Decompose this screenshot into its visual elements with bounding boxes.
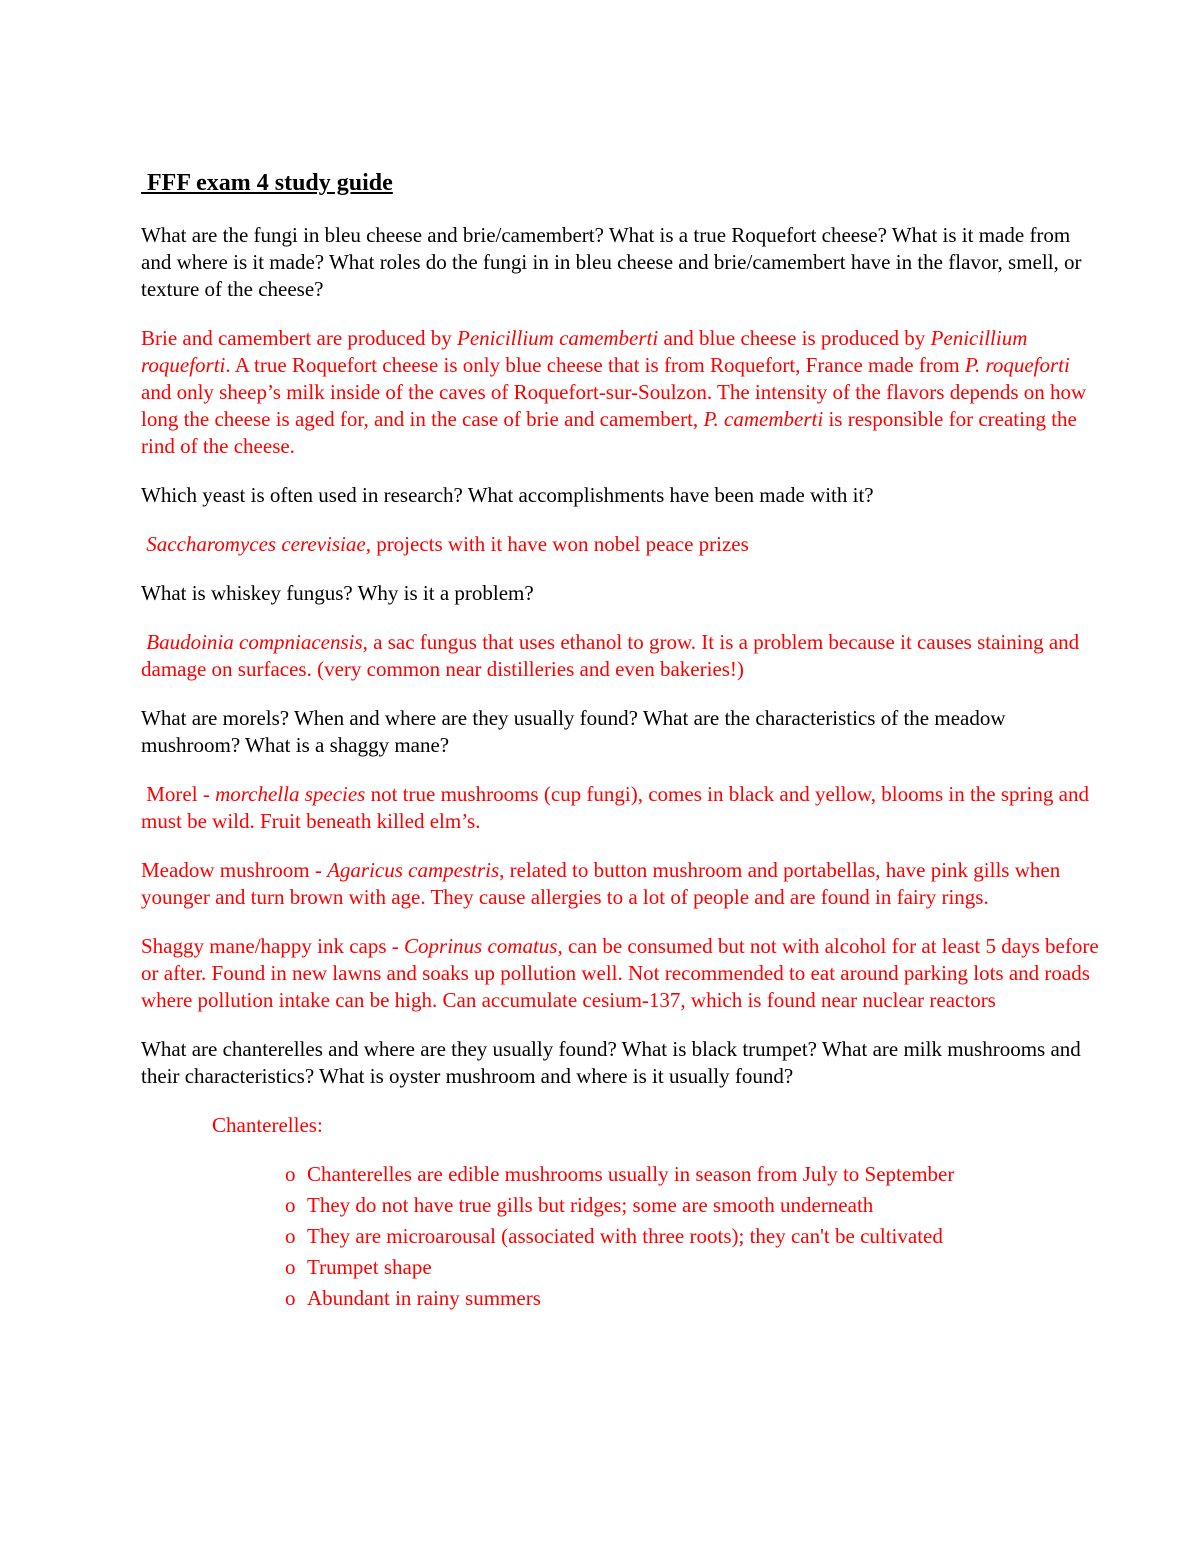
list-item: o They do not have true gills but ridges; some are smooth underneath [285,1193,874,1217]
list-item: o Abundant in rainy summers [285,1286,541,1310]
answer-cheese: Brie and camembert are produced by Penicillium camemberti and blue cheese is produced by Penicillium roqueforti. A true Roquefort cheese is only blue cheese that is from Roquefort, France made from P. roqueforti and only sheep’s milk inside of the caves of Roquefort-sur-Soulzon. The intensity of the flavors depends on how long the cheese is aged for, and in the case of brie and camembert, P. camemberti is responsible for creating the rind of the cheese. [141,326,1087,458]
bullet-circle-icon: o [285,1193,296,1217]
bullet-circle-icon: o [285,1224,296,1248]
bullet-circle-icon: o [285,1255,296,1279]
question-whiskey-fungus: What is whiskey fungus? Why is it a problem? [141,581,534,605]
list-item: o Trumpet shape [285,1255,432,1279]
answer-shaggy-mane: Shaggy mane/happy ink caps - Coprinus comatus, can be consumed but not with alcohol for at least 5 days before or after. Found in new lawns and soaks up pollution well. Not recommended to eat around parking lots and roads where pollution intake can be high. Can accumulate cesium-137, which is found near nuclear reactors [141,934,1099,1012]
list-item: o Chanterelles are edible mushrooms usually in season from July to September [285,1162,955,1186]
question-yeast: Which yeast is often used in research? What accomplishments have been made with it? [141,483,874,507]
bullet-circle-icon: o [285,1162,296,1186]
answer-whiskey-fungus: Baudoinia compniacensis, a sac fungus that uses ethanol to grow. It is a problem because it causes staining and damage on surfaces. (very common near distilleries and even bakeries!) [141,630,1080,681]
answer-meadow-mushroom: Meadow mushroom - Agaricus campestris, related to button mushroom and portabellas, have pink gills when younger and turn brown with age. They cause allergies to a lot of people and are found in fairy rings. [141,858,1061,909]
chanterelles-list [141,1161,1101,1312]
document-body [141,168,1101,1316]
question-cheese: What are the fungi in bleu cheese and brie/camembert? What is a true Roquefort cheese? What is it made from and where is it made? What roles do the fungi in in bleu cheese and brie/camembert have in the flavor, smell, or texture of the cheese? [141,223,1082,301]
page-title: FFF exam 4 study guide [141,170,393,196]
bullet-circle-icon: o [285,1286,296,1310]
answer-yeast: Saccharomyces cerevisiae, projects with it have won nobel peace prizes [146,532,749,556]
answer-morel: Morel - morchella species not true mushrooms (cup fungi), comes in black and yellow, blooms in the spring and must be wild. Fruit beneath killed elm’s. [141,782,1089,833]
question-chanterelles: What are chanterelles and where are they usually found? What is black trumpet? What are milk mushrooms and their characteristics? What is oyster mushroom and where is it usually found? [141,1037,1081,1088]
chanterelles-heading: Chanterelles: [212,1113,323,1137]
list-item: o They are microarousal (associated with three roots); they can't be cultivated [285,1224,943,1248]
question-morels: What are morels? When and where are they usually found? What are the characteristics of the meadow mushroom? What is a shaggy mane? [141,706,1006,757]
